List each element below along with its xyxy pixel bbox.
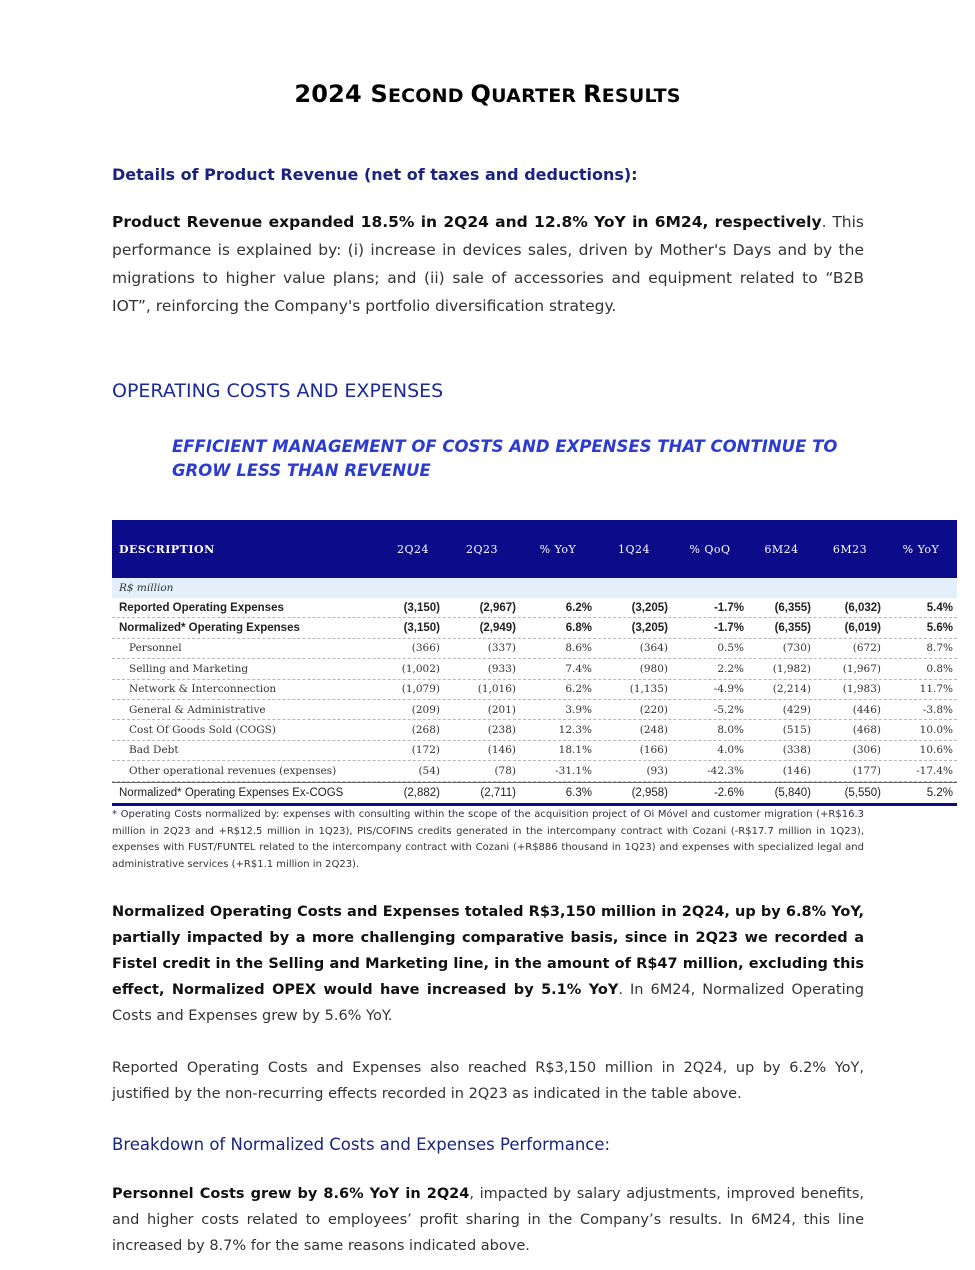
- personnel-paragraph: Personnel Costs grew by 8.6% YoY in 2Q24, impacted by salary adjustments, improved benefits, and higher costs related to employees’ profit sharing in the Company’s results. In 6M24, this line increased by 8.7% for the same reasons indicated above.: [112, 1186, 864, 1254]
- table-cell: (933): [487, 662, 516, 675]
- table-cell: 18.1%: [558, 744, 592, 757]
- table-cell: (177): [852, 764, 881, 777]
- table-cell: (78): [494, 764, 516, 777]
- table-row: [112, 761, 957, 781]
- opex-subheading: EFFICIENT MANAGEMENT OF COSTS AND EXPENSES THAT CONTINUE TO GROW LESS THAN REVENUE: [172, 437, 838, 480]
- table-cell: 11.7%: [919, 683, 953, 696]
- opex-section-heading: OPERATING COSTS AND EXPENSES: [112, 380, 444, 402]
- table-header-cell: DESCRIPTION: [119, 542, 215, 556]
- table-cell: (672): [852, 642, 881, 655]
- table-cell: (5,840): [774, 786, 811, 799]
- table-cell: -1.7%: [713, 622, 744, 635]
- table-cell: -42.3%: [707, 764, 744, 777]
- table-cell: (3,150): [403, 601, 440, 614]
- table-cell: (2,882): [403, 786, 440, 799]
- table-cell: (2,949): [479, 622, 516, 635]
- table-cell: (6,019): [844, 622, 881, 635]
- table-cell: (1,079): [401, 683, 440, 696]
- table-cell: (1,002): [401, 662, 440, 675]
- table-cell: (54): [418, 764, 440, 777]
- table-cell: 6.2%: [565, 601, 592, 614]
- table-cell: -17.4%: [916, 764, 953, 777]
- table-row: [112, 639, 957, 659]
- table-cell: (248): [639, 724, 668, 737]
- footnote: * Operating Costs normalized by: expenses with consulting within the scope of the acquisition project of Oi Móvel and customer migration (+R$16.3 million in 2Q23 and +R$12.5 million in 1Q23), PIS/COFINS credits generated in the intercompany contract with Cozani (-R$17.7 million in 1Q23), expenses with FUST/FUNTEL related to the intercompany contract with Cozani (+R$886 thousand in 1Q23) and expenses with specialized legal and administrative services (+R$1.1 million in 2Q23).: [112, 809, 864, 870]
- table-unit-label: R$ million: [112, 578, 957, 598]
- table-cell: 4.0%: [717, 744, 744, 757]
- table-cell: 7.4%: [565, 662, 592, 675]
- table-cell: -1.7%: [713, 601, 744, 614]
- table-cell: 5.2%: [926, 786, 953, 799]
- table-cell: (146): [782, 764, 811, 777]
- table-cell: 5.6%: [926, 622, 953, 635]
- table-header-cell: % QoQ: [689, 542, 731, 556]
- table-cell: (2,214): [772, 683, 811, 696]
- table-cell: 3.9%: [565, 703, 592, 716]
- table-header-cell: 6M23: [832, 542, 868, 556]
- table-row: [112, 659, 957, 679]
- table-cell: 0.5%: [717, 642, 744, 655]
- table-header-cell: 2Q23: [465, 542, 498, 556]
- table-cell: (1,016): [477, 683, 516, 696]
- table-cell: (201): [487, 703, 516, 716]
- table-header-cell: 6M24: [764, 542, 799, 556]
- row-label: Other operational revenues (expenses): [129, 764, 337, 777]
- table-cell: (337): [487, 642, 516, 655]
- table-cell: (6,355): [774, 601, 811, 614]
- table-cell: 10.0%: [919, 724, 953, 737]
- row-label: Normalized* Operating Expenses: [119, 622, 300, 635]
- table-cell: (468): [852, 724, 881, 737]
- table-cell: (3,205): [631, 601, 668, 614]
- row-label: General & Administrative: [129, 703, 266, 716]
- table-cell: (220): [639, 703, 668, 716]
- table-cell: (980): [639, 662, 668, 675]
- table-cell: 8.0%: [717, 724, 744, 737]
- table-cell: (2,958): [631, 786, 668, 799]
- table-row: [112, 782, 957, 806]
- table-cell: (209): [411, 703, 440, 716]
- table-cell: (446): [852, 703, 881, 716]
- row-label: Selling and Marketing: [129, 662, 249, 675]
- table-cell: (515): [782, 724, 811, 737]
- table-cell: 2.2%: [717, 662, 744, 675]
- table-header-cell: 1Q24: [617, 542, 650, 556]
- table-cell: (146): [487, 744, 516, 757]
- table-cell: (1,135): [629, 683, 668, 696]
- table-row: [112, 700, 957, 720]
- table-cell: (366): [411, 642, 440, 655]
- table-cell: (3,205): [631, 622, 668, 635]
- table-cell: -5.2%: [713, 703, 744, 716]
- row-label: Normalized* Operating Expenses Ex-COGS: [119, 786, 344, 799]
- table-cell: (5,550): [844, 786, 881, 799]
- table-cell: (1,982): [772, 662, 811, 675]
- table-cell: (2,967): [479, 601, 516, 614]
- table-cell: (338): [782, 744, 811, 757]
- table-cell: (2,711): [480, 786, 516, 799]
- table-body: [112, 598, 957, 806]
- product-revenue-paragraph: Product Revenue expanded 18.5% in 2Q24 and 12.8% YoY in 6M24, respectively. This performance is explained by: (i) increase in devices sales, driven by Mother's Days and by the migrations to higher value plans; and (ii) sale of accessories and equipment related to “B2B IOT”, reinforcing the Company's portfolio diversification strategy.: [112, 213, 864, 315]
- table-cell: (268): [411, 724, 440, 737]
- table-cell: 8.6%: [565, 642, 592, 655]
- table-row: [112, 720, 957, 740]
- table-cell: (93): [646, 764, 668, 777]
- table-cell: -31.1%: [555, 764, 592, 777]
- table-cell: -4.9%: [713, 683, 744, 696]
- table-cell: (6,355): [774, 622, 811, 635]
- opex-table: [112, 520, 957, 806]
- table-cell: 10.6%: [919, 744, 953, 757]
- table-cell: 5.4%: [926, 601, 953, 614]
- reported-opex-paragraph: Reported Operating Costs and Expenses also reached R$3,150 million in 2Q24, up by 6.2% YoY, justified by the non-recurring effects recorded in 2Q23 as indicated in the table above.: [112, 1060, 864, 1102]
- table-cell: -2.6%: [713, 786, 744, 799]
- table-cell: (172): [411, 744, 440, 757]
- product-revenue-heading: Details of Product Revenue (net of taxes and deductions):: [112, 165, 638, 184]
- table-cell: (730): [782, 642, 811, 655]
- row-label: Cost Of Goods Sold (COGS): [129, 724, 276, 737]
- breakdown-heading: Breakdown of Normalized Costs and Expenses Performance:: [112, 1135, 611, 1154]
- table-cell: (364): [639, 642, 668, 655]
- table-cell: (6,032): [844, 601, 881, 614]
- table-cell: (166): [639, 744, 668, 757]
- table-cell: (238): [487, 724, 516, 737]
- table-cell: 0.8%: [926, 662, 953, 675]
- table-cell: 6.8%: [565, 622, 592, 635]
- table-cell: 8.7%: [926, 642, 953, 655]
- table-cell: 6.3%: [565, 786, 592, 799]
- table-row: [112, 598, 957, 618]
- row-label: Bad Debt: [129, 744, 179, 757]
- page-title: 2024 SECOND QUARTER RESULTS: [294, 80, 681, 108]
- table-header-cell: 2Q24: [396, 542, 429, 556]
- table-row: [112, 741, 957, 761]
- table-cell: (1,983): [842, 683, 881, 696]
- table-cell: -3.8%: [922, 703, 953, 716]
- row-label: Reported Operating Expenses: [119, 601, 284, 614]
- table-cell: (306): [852, 744, 881, 757]
- table-row: [112, 680, 957, 700]
- table-cell: (429): [782, 703, 811, 716]
- normalized-opex-paragraph: Normalized Operating Costs and Expenses totaled R$3,150 million in 2Q24, up by 6.8% YoY, partially impacted by a more challenging comparative basis, since in 2Q23 we recorded a Fistel credit in the Selling and Marketing line, in the amount of R$47 million, excluding this effect, Normalized OPEX would have increased by 5.1% YoY. In 6M24, Normalized Operating Costs and Expenses grew by 5.6% YoY.: [112, 904, 865, 1024]
- table-cell: 12.3%: [558, 724, 592, 737]
- table-cell: (1,967): [842, 662, 881, 675]
- table-cell: 6.2%: [565, 683, 592, 696]
- table-row: [112, 618, 957, 638]
- table-header: [112, 520, 957, 578]
- table-cell: (3,150): [403, 622, 440, 635]
- table-header-cell: % YoY: [539, 542, 577, 556]
- row-label: Network & Interconnection: [129, 683, 277, 696]
- table-header-cell: % YoY: [902, 542, 940, 556]
- row-label: Personnel: [129, 642, 182, 655]
